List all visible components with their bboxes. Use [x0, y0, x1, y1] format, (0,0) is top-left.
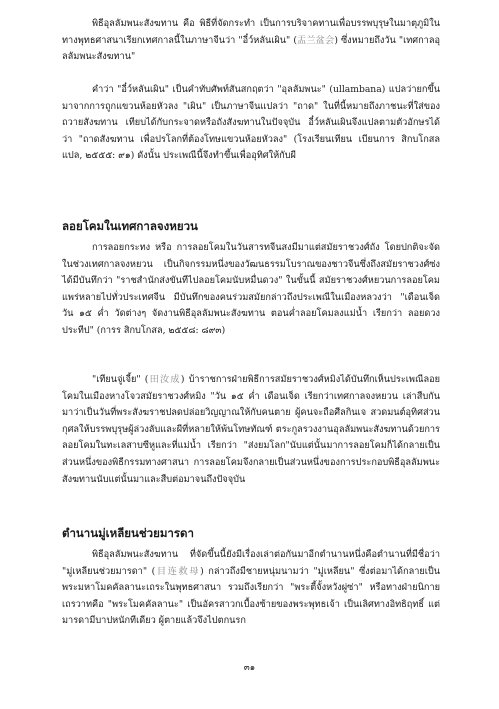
page-number: ๓๑	[243, 663, 256, 673]
section-heading-mulian-legend: ตำนานมู่เหลียนช่วยมารดา	[62, 526, 194, 540]
cjk-title: 目连救母	[155, 565, 201, 577]
intro-text-b: ) ซึ่งหมายถึงวัน "เทศกาลอุลลัมพนะสังฆทาน"	[62, 34, 440, 63]
ming-text-a: "เทียนจู่เจี้ย" (	[92, 374, 149, 385]
ming-record-paragraph	[62, 372, 440, 488]
intro-text-a: พิธีอุลลัมพนะสังฆทาน คือ พิธีที่จัดกระทำ เป็นการบริจาคทานเพื่อบรรพบุรุษในมาตุภูมิในทางพุทธศาสนาเรียกเทศกาลนี้ในภาษาจีนว่า "อี๋ว์หลันเผิน" (	[62, 18, 440, 46]
intro-paragraph	[62, 16, 440, 66]
section-heading-lantern-floating: ลอยโคมในเทศกาลจงหยวน	[62, 219, 198, 233]
mulian-text-b: ) กล่าวถึงมีชายหนุ่มนามว่า "มู่เหลียน" ซึ่งต่อมาได้กลายเป็น พระมหาโมคคัลลานะเถระในพุทธศาสนา รวมถึงเรียกว่า "พระตี้จั้งหวังผู่ซ่า" หรือทางฝ่ายนิกายเถรวาทคือ "พระโมคคัลลานะ" เป็นอัครสาวกเบื้องซ้ายของพระพุทธเจ้า เป็นเลิศทางอิทธิฤทธิ์ แต่มารดามีบาปหนักทีเดียว ผู้ตายแล้วจึงไปตกนรก	[62, 565, 440, 627]
mulian-paragraph	[62, 547, 440, 630]
mulian-text-a: พิธีอุลลัมพนะสังฆทาน ที่จัดขึ้นนี้ยังมีเรื่องเล่าต่อกันมาอีกตำนานหนึ่งคือตำนานที่มีชื่อว่า "มู่เหลียนช่วยมารดา" (	[62, 549, 440, 577]
cjk-term: 盂兰盆会	[296, 34, 335, 46]
lantern-history-paragraph: การลอยกระทง หรือ การลอยโคมในวันสารทจีนสงมีมาแต่สมัยราชวงศ์ถัง โดยปกติจะจัดในช่วงเทศกาลจงหยวน เป็นกิจกรรมหนึ่งของวัฒนธรรมโบราณของชาวจีนซึ่งถึงสมัยราชวงศ์ซ่งได้มีบันทึกว่า "ราชสำนักส่งขันทีไปลอยโคมนับหมื่นดวง" ในขั้นนี้ สมัยราชวงศ์หยวนการลอยโคมแพร่หลายไปทั่วประเทศจีน มีบันทึกของคนร่วมสมัยกล่าวถึงประเพณีในเมืองหลวงว่า "เดือนเจ็ด วัน ๑๕ ค่ำ วัดต่างๆ จัดงานพิธีอุลลัมพนะสังฆทาน ตอนค่ำลอยโคมลงแม่น้ำ เรียกว่า ลอยดวงประทีป" (การร สิกบโกสล, ๒๕๕๘: ๘๙๓)	[62, 242, 440, 336]
cjk-name: 田汝成	[148, 374, 181, 385]
ming-text-b: ) บ้าราชการฝ่ายพิธีการสมัยราชวงศ์หมิงได้บันทึกเห็นประเพณีลอยโคมในเมืองหางโจวสมัยราชวงศ์หมิง "วัน ๑๕ ค่ำ เดือนเจ็ด เรียกว่าเทศกาลจงหยวน เล่าสืบกันมาว่าเป็นวันที่พระสังฆราชปลดปล่อยวิญญาณให้กับคนตาย ผู้คนจะถือศีลกินเจ สวดมนต์อุทิศส่วนกุศลให้บรรพบุรุษผู้ล่วงลับและผีที่หลายให้พ้นโทษทัณฑ์ ตระกูลรวงงานอุลลัมพนะสังฆทานด้วยการลอยโคมในทะเลสาบซีหูและที่แม่น้ำ เรียกว่า "ส่งยมโลก"นับแต่นั้นมาการลอยโคมก็ได้กลายเป็นส่วนหนึ่งของพิธีกรรมทางศาสนา การลอยโคมจึงกลายเป็นส่วนหนึ่งของการประกอบพิธีอุลลัมพนะสังฆทานนับแต่นั้นมาและสืบต่อมาจนถึงปัจจุบัน	[62, 374, 441, 485]
etymology-paragraph: คำว่า "อี๋ว์หลันเผิน" เป็นคำทับศัพท์สันสกฤตว่า "อุลลัมพนะ" (ullambana) แปลว่ายกขึ้นมาจากการถูกแขวนห้อยหัวลง "เผิน" เป็นภาษาจีนแปลว่า "ถาด" ในที่นี้หมายถึงภาชนะที่ใส่ของถวายสังฆทาน เทียบได้กับกระจาดหรือถังสังฆทานในปัจจุบัน อี๋ว์หลันเผินจึงแปลตามตัวอักษรได้ว่า "ถาดสังฆทาน เพื่อปรโลกที่ต้องโทษแขวนห้อยหัวลง" (โรงเรียนเทียน เบียนการ สิกบโกสล แปล, ๒๕๕๕: ๙๑) ดังนั้น ประเพณีนี้จึงทำขึ้นเพื่ออุทิศให้กับผี	[62, 84, 440, 162]
